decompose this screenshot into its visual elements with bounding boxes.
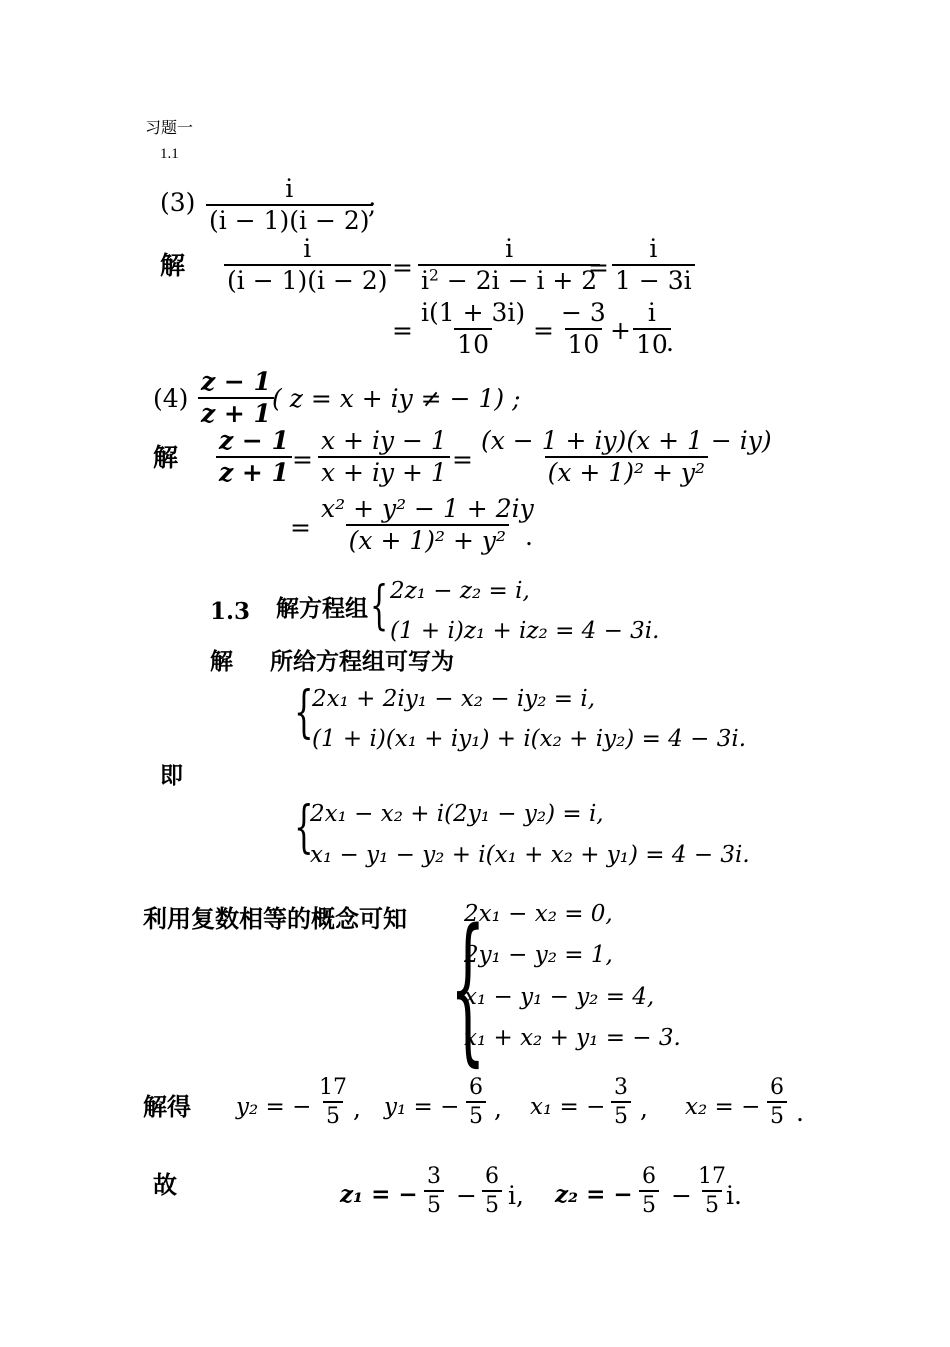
equals-sign: = — [392, 253, 413, 282]
complex-eq4: x₁ + x₂ + y₁ = − 3. — [464, 1025, 681, 1051]
y2-fraction: $\frac{17}{5}$ — [319, 1075, 347, 1130]
ji-label: 即 — [160, 763, 183, 789]
complex-eq2: 2y₁ − y₂ = 1, — [464, 942, 613, 968]
complex-eq3: x₁ − y₁ − y₂ = 4, — [464, 984, 655, 1010]
period: . — [796, 1098, 804, 1127]
solution-3-fraction-2: $\frac{i}{i^2 - 2i - i + 2}$ — [418, 236, 600, 295]
z1-tail: i, — [508, 1181, 524, 1210]
left-brace: { — [294, 795, 314, 860]
problem-4-fraction: $\frac{z - 1}{z + 1}$ — [198, 369, 274, 428]
solution-4-fraction-2: $\frac{x + iy - 1}{x + iy + 1}$ — [318, 428, 450, 487]
problem-3-label: (3) — [160, 188, 196, 217]
x1-expression: x₁ = − — [530, 1094, 606, 1120]
complex-equality-label: 利用复数相等的概念可知 — [143, 905, 407, 933]
left-brace: { — [450, 894, 486, 1081]
solution-3-fraction-1: $\frac{i}{(i - 1)(i - 2)}$ — [224, 236, 391, 295]
solution-13-eq1: 2x₁ + 2iy₁ − x₂ − iy₂ = i, — [312, 686, 596, 712]
problem-13-label: 解方程组 — [276, 596, 368, 622]
solution-4-fraction-4: $\frac{\text{x² + y² − 1 + 2iy}}{\text{(x + 1)² + y²}}$ — [321, 494, 534, 556]
period: . — [525, 522, 533, 551]
period: . — [666, 328, 674, 357]
z2-expression: z₂ = − — [555, 1181, 633, 1208]
comma: , — [494, 1094, 502, 1123]
exercise-title: 习题一 — [145, 118, 194, 137]
y1-expression: y₁ = − — [384, 1094, 460, 1120]
minus-sign: − — [671, 1181, 692, 1210]
z2-tail: i. — [726, 1181, 742, 1210]
solution-3-fraction-6: $\frac{i}{10}$ — [633, 300, 671, 359]
y2-expression: y₂ = − — [236, 1094, 312, 1120]
solution-13-eq2: (1 + i)(x₁ + iy₁) + i(x₂ + iy₂) = 4 − 3i. — [312, 726, 747, 752]
equals-sign: = — [292, 445, 313, 474]
z1-expression: z₁ = − — [340, 1181, 418, 1208]
left-brace: { — [294, 680, 314, 745]
plus-sign: + — [610, 316, 631, 345]
x1-fraction: $\frac{3}{5}$ — [611, 1076, 631, 1128]
solve-label: 解得 — [143, 1093, 191, 1121]
problem-4-condition: ( z = x + iy ≠ − 1) ; — [272, 384, 521, 413]
conclusion-label: 故 — [153, 1171, 177, 1199]
denominator: (i − 1)(i − 2) — [206, 204, 373, 234]
equals-sign: = — [452, 445, 473, 474]
section-number: 1.1 — [160, 146, 179, 162]
ji-eq2: x₁ − y₁ − y₂ + i(x₁ + x₂ + y₁) = 4 − 3i. — [310, 842, 750, 868]
problem-13-number: 1.3 — [210, 598, 251, 625]
z2-imag-fraction: $\frac{17}{5}$ — [698, 1164, 726, 1219]
solution-13-text: 所给方程组可写为 — [270, 649, 454, 675]
complex-eq1: 2x₁ − x₂ = 0, — [464, 901, 613, 927]
minus-sign: − — [456, 1181, 477, 1210]
solution-3-fraction-3: $\frac{i}{1 - 3i}$ — [612, 236, 695, 295]
comma: , — [640, 1094, 648, 1123]
numerator: i — [285, 174, 294, 203]
solution-13-label: 解 — [210, 649, 233, 675]
z1-imag-fraction: $\frac{6}{5}$ — [482, 1165, 502, 1217]
problem-4-label: (4) — [153, 384, 189, 413]
solution-3-label: 解 — [160, 251, 186, 280]
z1-real-fraction: $\frac{3}{5}$ — [424, 1165, 444, 1217]
punctuation: ; — [368, 190, 377, 219]
solution-4-fraction-3: $\frac{(x - 1 + iy)(x + 1 - iy)}{\text{(x + 1)² + y²}}$ — [481, 426, 772, 488]
solution-4-label: 解 — [153, 443, 179, 472]
x2-fraction: $\frac{6}{5}$ — [767, 1076, 787, 1128]
solution-4-fraction-1: $\frac{z - 1}{z + 1}$ — [216, 428, 292, 487]
comma: , — [353, 1094, 361, 1123]
problem-13-eq1: 2z₁ − z₂ = i, — [390, 578, 530, 604]
equals-sign: = — [533, 316, 554, 345]
z2-real-fraction: $\frac{6}{5}$ — [639, 1165, 659, 1217]
x2-expression: x₂ = − — [685, 1094, 761, 1120]
problem-3-fraction — [206, 176, 373, 235]
equals-sign: = — [392, 316, 413, 345]
problem-13-eq2: (1 + i)z₁ + iz₂ = 4 − 3i. — [390, 618, 660, 644]
y1-fraction: $\frac{6}{5}$ — [466, 1076, 486, 1128]
left-brace: { — [370, 576, 389, 636]
solution-3-fraction-5: $\frac{- 3}{10}$ — [561, 298, 606, 360]
equals-sign: = — [290, 513, 311, 542]
equals-sign: = — [588, 253, 609, 282]
solution-3-fraction-4: $\frac{i(1 + 3i)}{10}$ — [421, 298, 526, 360]
ji-eq1: 2x₁ − x₂ + i(2y₁ − y₂) = i, — [310, 801, 604, 827]
